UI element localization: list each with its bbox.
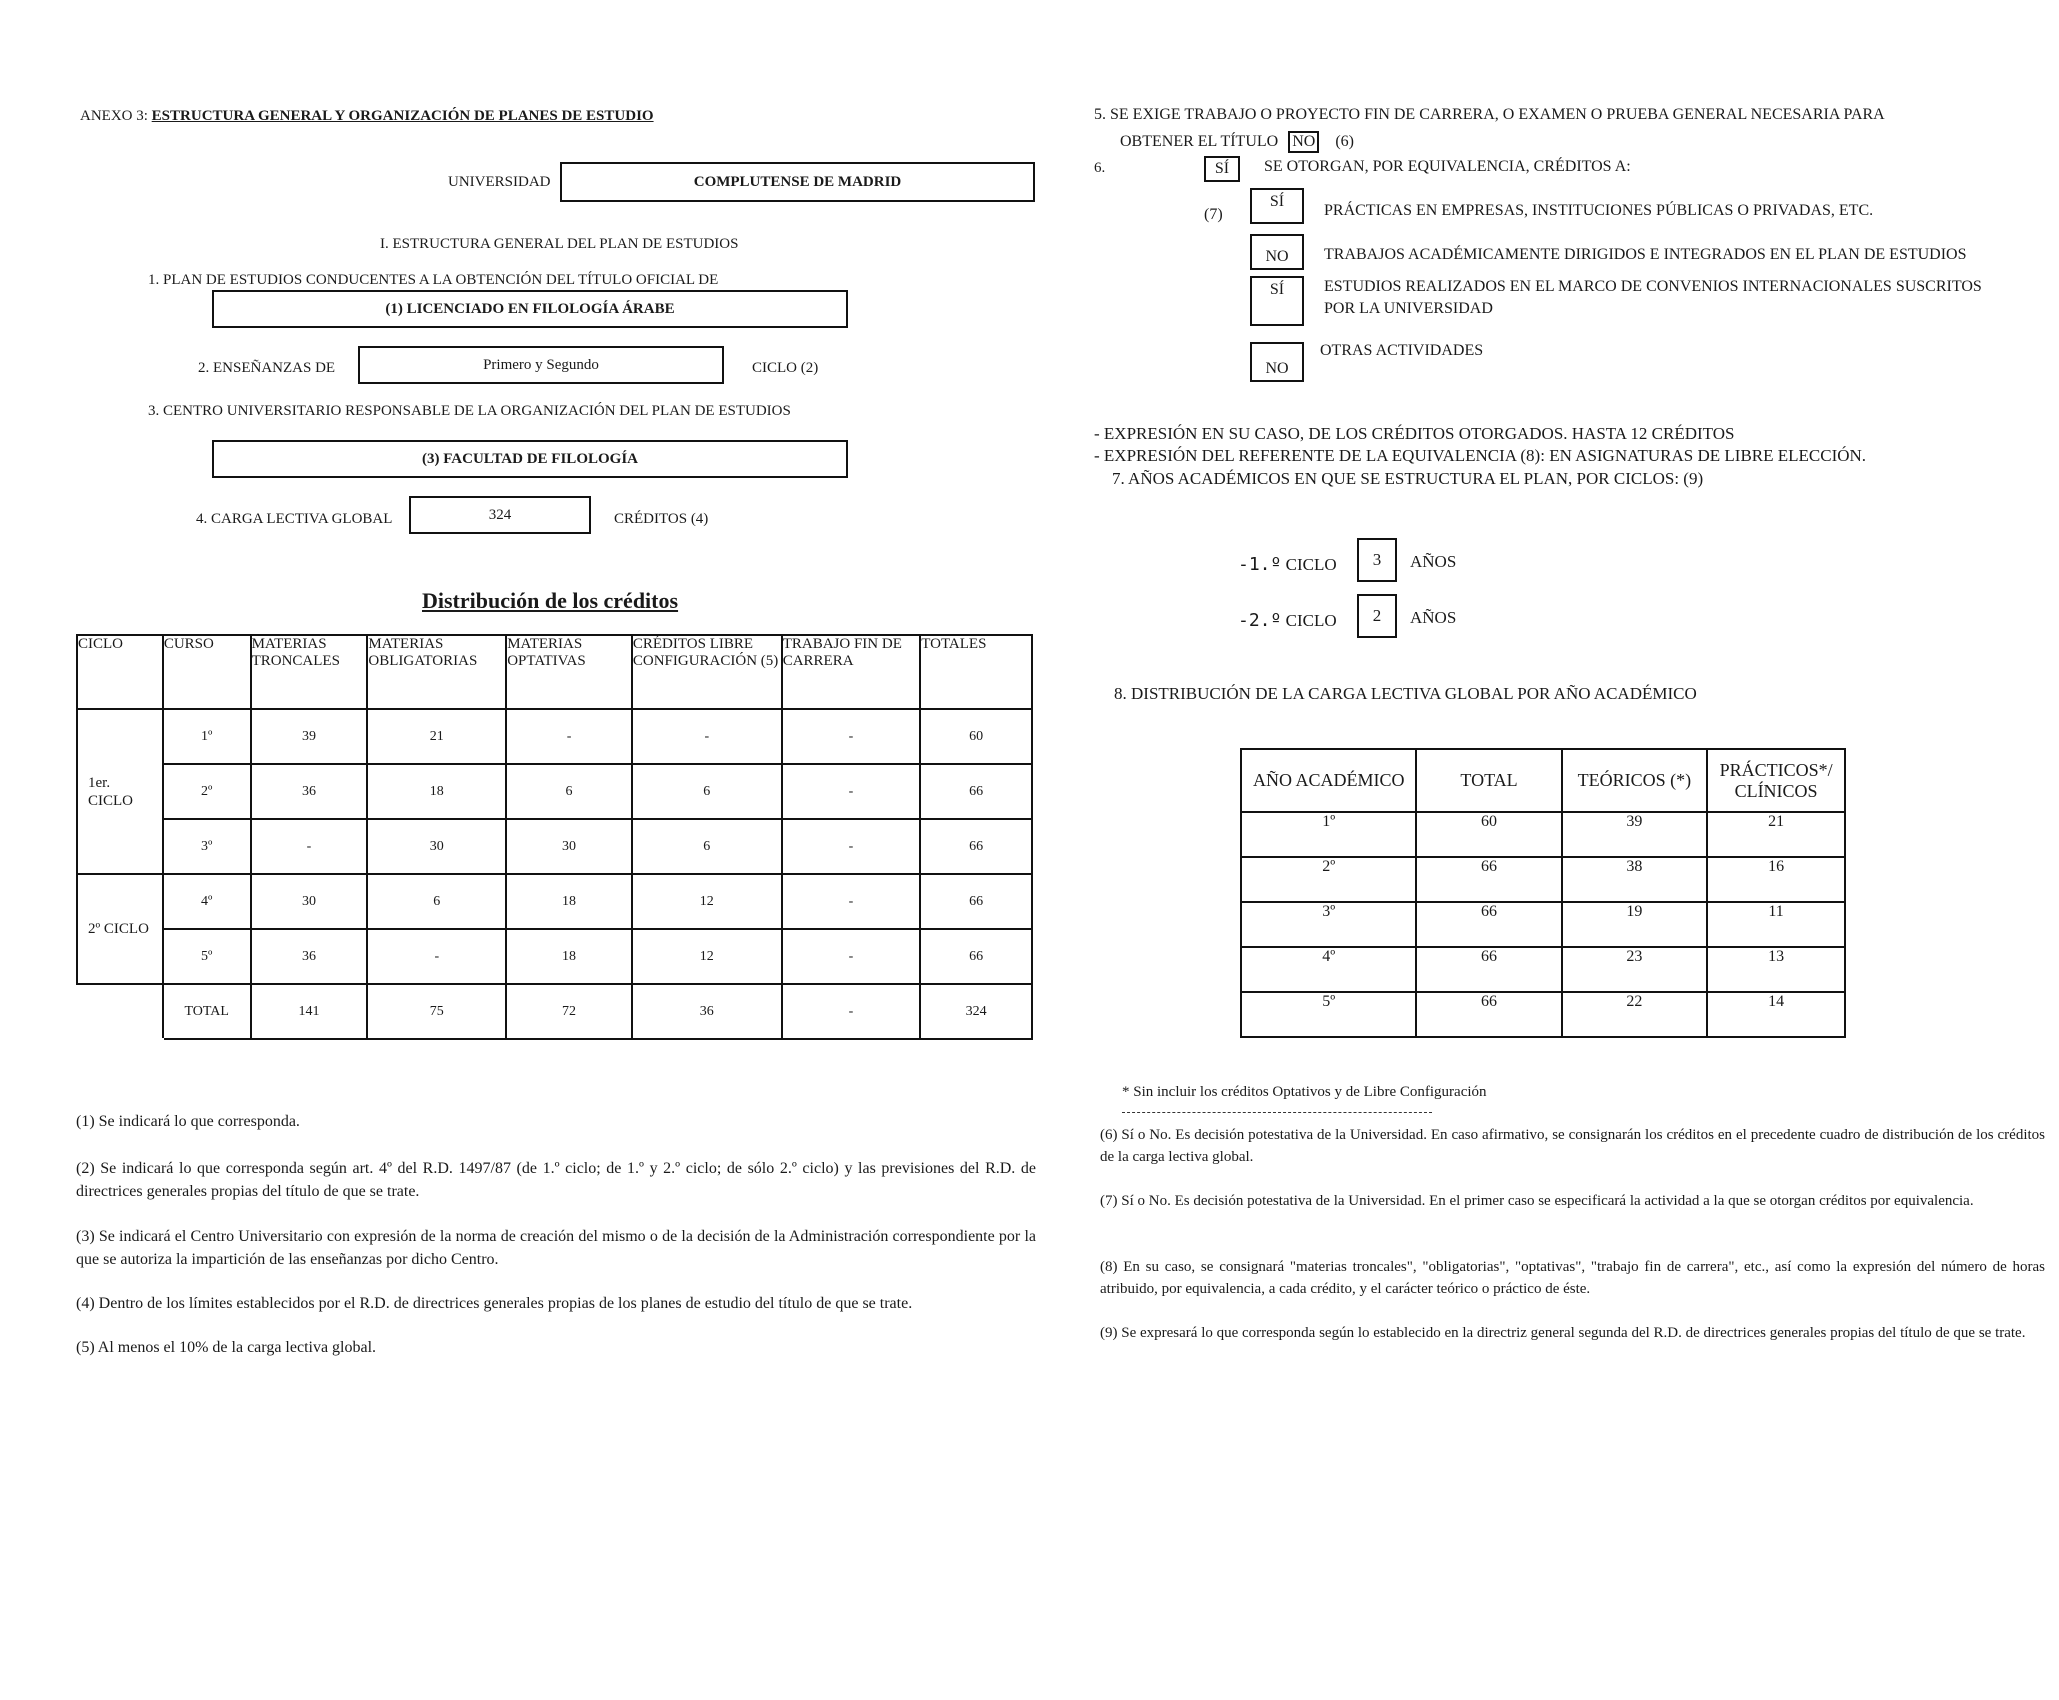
cycle2-prefix: -2.º: [1238, 610, 1282, 631]
table-cell: 22: [1562, 992, 1708, 1037]
table-cell: -: [782, 984, 921, 1039]
note-5: (5) Al menos el 10% de la carga lectiva global.: [76, 1339, 377, 1356]
cycle1-label: CICLO: [1285, 555, 1337, 574]
table-cell: 5º: [163, 929, 251, 984]
table-cell: 13: [1707, 947, 1845, 992]
table-row: [1241, 857, 1845, 902]
table-cell: 66: [1416, 902, 1561, 947]
table-cell: 60: [920, 709, 1032, 764]
table-row: [1241, 812, 1845, 857]
table-row-total: [77, 984, 1032, 1039]
table-cell: 1º: [163, 709, 251, 764]
table-row: [1241, 947, 1845, 992]
table-cell: 16: [1707, 857, 1845, 902]
option2-answer-box: [1250, 234, 1304, 270]
item3-label: 3. CENTRO UNIVERSITARIO RESPONSABLE DE LA ORGANIZACIÓN DEL PLAN DE ESTUDIOS: [148, 403, 791, 419]
col-header-total: TOTAL: [1416, 749, 1561, 812]
col-header-totales: TOTALES: [920, 635, 1032, 709]
table-row: [1241, 992, 1845, 1037]
col-header-libre-configuracion: CRÉDITOS LIBRE CONFIGURACIÓN (5): [632, 635, 782, 709]
table-cell: 3º: [163, 819, 251, 874]
item4-label: 4. CARGA LECTIVA GLOBAL: [196, 511, 393, 527]
option1-text: PRÁCTICAS EN EMPRESAS, INSTITUCIONES PÚBLICAS O PRIVADAS, ETC.: [1324, 202, 1874, 219]
cycle1-years-box: [1357, 538, 1397, 582]
empty-cell: [77, 984, 163, 1039]
col-header-optativas: MATERIAS OPTATIVAS: [506, 635, 632, 709]
option4-answer: NO: [1265, 360, 1289, 377]
global-load-field: [409, 496, 591, 534]
q5-line2-text: OBTENER EL TÍTULO: [1120, 133, 1279, 150]
table-cell: 1º: [1241, 812, 1416, 857]
annex-title: ESTRUCTURA GENERAL Y ORGANIZACIÓN DE PLANES DE ESTUDIO: [151, 108, 654, 124]
cycle2-label: CICLO: [1285, 611, 1337, 630]
cycle1-years-row: [1238, 554, 1337, 575]
credits-table: [76, 634, 1033, 1040]
q7-text: 7. AÑOS ACADÉMICOS EN QUE SE ESTRUCTURA EL PLAN, POR CICLOS: (9): [1112, 469, 1704, 488]
col-header-practice: PRÁCTICOS*/ CLÍNICOS: [1707, 749, 1845, 812]
table-cell: 30: [251, 874, 368, 929]
col-header-ciclo: CICLO: [77, 635, 163, 709]
option1-answer-box: [1250, 188, 1304, 224]
table-cell: -: [367, 929, 506, 984]
cycle1-years-unit: AÑOS: [1410, 552, 1457, 571]
table-cell: 6: [632, 819, 782, 874]
table-cell: 12: [632, 874, 782, 929]
option2-text: TRABAJOS ACADÉMICAMENTE DIRIGIDOS E INTEGRADOS EN EL PLAN DE ESTUDIOS: [1324, 246, 1967, 263]
q6-number: 6.: [1094, 160, 1106, 176]
note-8: (8) En su caso, se consignará "materias troncales", "obligatorias", "optativas", "trabajo fin de carrera", etc., así como la expresión del número de horas atribuido, por equivalencia, a cada crédito, y el carácter teórico o práctico de éste.: [1100, 1259, 2045, 1297]
option2-answer: NO: [1265, 248, 1289, 265]
table-cell: 23: [1562, 947, 1708, 992]
q5-line1: 5. SE EXIGE TRABAJO O PROYECTO FIN DE CARRERA, O EXAMEN O PRUEBA GENERAL NECESARIA PARA: [1094, 106, 1885, 123]
global-load-value: 324: [488, 506, 512, 523]
distribution-title: Distribución de los créditos: [422, 588, 679, 613]
table-cell: 19: [1562, 902, 1708, 947]
footnote-star: * Sin incluir los créditos Optativos y de Libre Configuración: [1122, 1084, 1487, 1100]
table-cell: -: [782, 764, 921, 819]
item2-label: 2. ENSEÑANZAS DE: [198, 360, 336, 376]
option3-answer: SÍ: [1269, 281, 1285, 298]
table-cell: -: [782, 874, 921, 929]
table-cell: 6: [632, 764, 782, 819]
col-header-year: AÑO ACADÉMICO: [1241, 749, 1416, 812]
table-cell: -: [632, 709, 782, 764]
cycle2-years: 2: [1372, 606, 1382, 625]
footnote-separator: [1122, 1112, 1432, 1113]
table-cell: 75: [367, 984, 506, 1039]
table-cell: 6: [367, 874, 506, 929]
option4-text: OTRAS ACTIVIDADES: [1320, 342, 1484, 359]
cycles-field: [358, 346, 724, 384]
table-cell: -: [506, 709, 632, 764]
degree-title-field: [212, 290, 848, 328]
option4-answer-box: [1250, 342, 1304, 382]
note-3: (3) Se indicará el Centro Universitario con expresión de la norma de creación del mismo o de la decisión de la Administración correspondiente por la que se autoriza la impartición de las enseñanzas por dicho Centro.: [76, 1228, 1036, 1268]
table-cell: 66: [920, 764, 1032, 819]
cycle1-prefix: -1.º: [1238, 554, 1282, 575]
years-table: [1240, 748, 1846, 1038]
table-cell: 21: [367, 709, 506, 764]
table-cell: -: [782, 929, 921, 984]
table-cell: 5º: [1241, 992, 1416, 1037]
note-2: (2) Se indicará lo que corresponda según art. 4º del R.D. 1497/87 (de 1.º ciclo; de 1.º y 2.º ciclo; de sólo 2.º ciclo) y las previsiones del R.D. de directrices generales propias del título de que se trate.: [76, 1160, 1036, 1200]
university-label: UNIVERSIDAD: [448, 174, 551, 190]
col-header-trabajo-fin: TRABAJO FIN DE CARRERA: [782, 635, 921, 709]
faculty-value: (3) FACULTAD DE FILOLOGÍA: [422, 450, 638, 467]
table-cell: 18: [367, 764, 506, 819]
q5-answer-box: NO: [1288, 131, 1319, 153]
table-cell: 11: [1707, 902, 1845, 947]
col-header-curso: CURSO: [163, 635, 251, 709]
q8-text: 8. DISTRIBUCIÓN DE LA CARGA LECTIVA GLOBAL POR AÑO ACADÉMICO: [1114, 684, 1697, 703]
table-cell: 18: [506, 929, 632, 984]
q6-text: SE OTORGAN, POR EQUIVALENCIA, CRÉDITOS A:: [1264, 158, 1631, 175]
table-row: [77, 874, 1032, 929]
university-field: [560, 162, 1035, 202]
cycle2-cell: 2º CICLO: [77, 874, 163, 984]
table-row: [77, 709, 1032, 764]
credits-header-row: [77, 635, 1032, 709]
table-cell: 36: [251, 929, 368, 984]
q5-line2: [1120, 131, 1354, 153]
cycle2-years-unit: AÑOS: [1410, 608, 1457, 627]
q6-answer-box: [1204, 156, 1240, 182]
table-cell: 21: [1707, 812, 1845, 857]
table-cell: 39: [1562, 812, 1708, 857]
note-1: (1) Se indicará lo que corresponda.: [76, 1113, 300, 1130]
cycles-value: Primero y Segundo: [483, 356, 599, 373]
cycle2-years-box: [1357, 594, 1397, 638]
option3-text: ESTUDIOS REALIZADOS EN EL MARCO DE CONVENIOS INTERNACIONALES SUSCRITOS: [1324, 278, 1982, 295]
table-row: [77, 929, 1032, 984]
item2-suffix: CICLO (2): [752, 360, 819, 376]
table-cell: 66: [1416, 857, 1561, 902]
table-cell: 2º: [1241, 857, 1416, 902]
degree-title-value: (1) LICENCIADO EN FILOLOGÍA ÁRABE: [385, 300, 675, 317]
q5-ref: (6): [1335, 133, 1354, 150]
table-cell: 66: [1416, 992, 1561, 1037]
table-cell: 66: [1416, 947, 1561, 992]
table-cell: 36: [251, 764, 368, 819]
option1-answer: SÍ: [1269, 193, 1285, 210]
table-cell: 72: [506, 984, 632, 1039]
item4-suffix: CRÉDITOS (4): [614, 511, 709, 527]
q6-ref: (7): [1204, 206, 1223, 223]
annex-heading: [80, 108, 654, 125]
faculty-field: [212, 440, 848, 478]
table-cell: -: [782, 819, 921, 874]
table-cell: 18: [506, 874, 632, 929]
table-row: [77, 819, 1032, 874]
years-header-row: [1241, 749, 1845, 812]
cycle2-years-row: [1238, 610, 1337, 631]
table-cell: 66: [920, 929, 1032, 984]
note-6: (6) Sí o No. Es decisión potestativa de la Universidad. En caso afirmativo, se consignarán los créditos en el precedente cuadro de distribución de los créditos de la carga lectiva global.: [1100, 1127, 2045, 1165]
university-value: COMPLUTENSE DE MADRID: [693, 173, 902, 190]
option3-answer-box: [1250, 276, 1304, 326]
col-header-obligatorias: MATERIAS OBLIGATORIAS: [367, 635, 506, 709]
note-9: (9) Se expresará lo que corresponda según lo establecido en la directriz general segunda del R.D. de directrices generales propias del título de que se trate.: [1100, 1325, 2026, 1341]
section-title: I. ESTRUCTURA GENERAL DEL PLAN DE ESTUDIOS: [380, 236, 739, 252]
table-cell: 4º: [1241, 947, 1416, 992]
table-cell: 66: [920, 819, 1032, 874]
table-cell: 30: [367, 819, 506, 874]
col-header-theory: TEÓRICOS (*): [1562, 749, 1708, 812]
table-cell: 60: [1416, 812, 1561, 857]
table-cell: -: [782, 709, 921, 764]
expression-credits: - EXPRESIÓN EN SU CASO, DE LOS CRÉDITOS OTORGADOS. HASTA 12 CRÉDITOS: [1094, 424, 1735, 443]
item1-label: 1. PLAN DE ESTUDIOS CONDUCENTES A LA OBTENCIÓN DEL TÍTULO OFICIAL DE: [148, 272, 719, 288]
table-cell: 38: [1562, 857, 1708, 902]
col-header-troncales: MATERIAS TRONCALES: [251, 635, 368, 709]
table-cell: 30: [506, 819, 632, 874]
table-cell: -: [251, 819, 368, 874]
cycle1-years: 3: [1372, 550, 1382, 569]
table-cell: 6: [506, 764, 632, 819]
option3-text-line2: POR LA UNIVERSIDAD: [1324, 300, 1493, 317]
cycle1-label: 1er. CICLO: [88, 774, 133, 809]
expression-equivalence: - EXPRESIÓN DEL REFERENTE DE LA EQUIVALENCIA (8): EN ASIGNATURAS DE LIBRE ELECCIÓN.: [1094, 446, 1867, 465]
table-cell: 39: [251, 709, 368, 764]
q6-answer: SÍ: [1214, 160, 1230, 177]
table-cell: 36: [632, 984, 782, 1039]
table-cell: 14: [1707, 992, 1845, 1037]
table-row: [1241, 902, 1845, 947]
table-cell: 324: [920, 984, 1032, 1039]
table-cell: 3º: [1241, 902, 1416, 947]
note-4: (4) Dentro de los límites establecidos por el R.D. de directrices generales propias de los planes de estudio del título de que se trate.: [76, 1295, 913, 1312]
table-cell: 12: [632, 929, 782, 984]
table-cell: 66: [920, 874, 1032, 929]
table-cell: 141: [251, 984, 368, 1039]
table-cell: TOTAL: [163, 984, 251, 1039]
table-cell: 4º: [163, 874, 251, 929]
table-row: [77, 764, 1032, 819]
annex-prefix: ANEXO 3:: [80, 108, 148, 124]
cycle1-cell: [77, 709, 163, 874]
table-cell: 2º: [163, 764, 251, 819]
note-7: (7) Sí o No. Es decisión potestativa de la Universidad. En el primer caso se especificará la actividad a la que se otorgan créditos por equivalencia.: [1100, 1193, 1974, 1209]
